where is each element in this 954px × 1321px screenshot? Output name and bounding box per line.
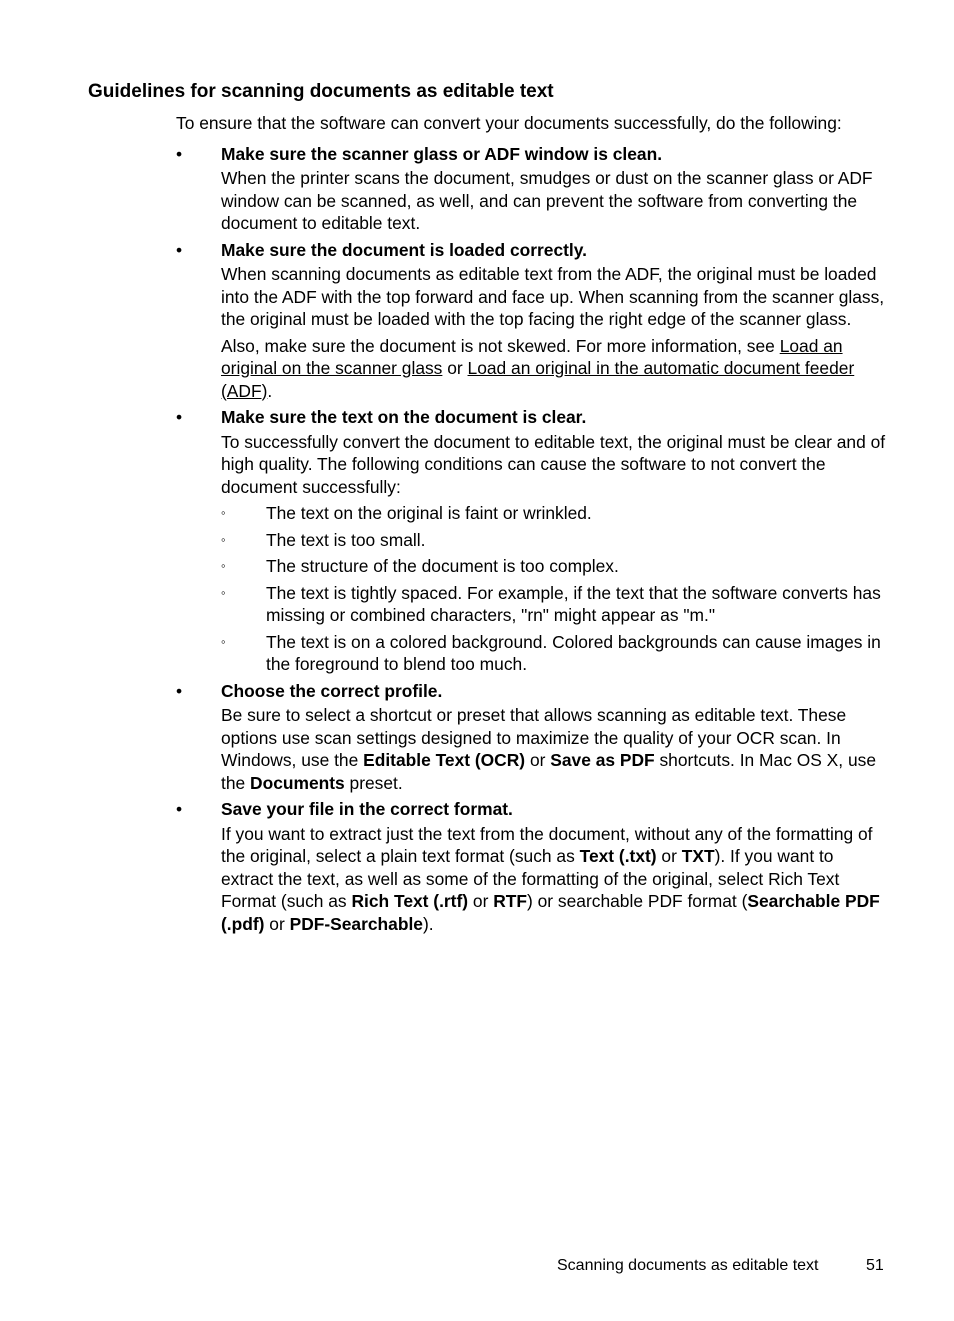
sub-list-item (221, 502, 888, 525)
format-name: RTF (493, 891, 528, 911)
bullet-icon: • (176, 799, 183, 819)
bullet-title: Choose the correct profile. (221, 680, 443, 701)
format-name: Text (.txt) (579, 846, 657, 866)
guidelines-list (176, 143, 888, 936)
list-item-clean-glass (176, 143, 888, 235)
content-body (176, 112, 888, 939)
text-run: preset. (344, 772, 403, 793)
bullet-body (221, 704, 888, 794)
text-run: or (442, 358, 468, 378)
list-item-loaded-correctly (176, 239, 888, 403)
link-load-original-scanner-glass[interactable]: Load an original on the scanner glass (221, 335, 843, 378)
bullet-title: Save your file in the correct format. (221, 799, 513, 819)
sub-list-item (221, 555, 888, 578)
sub-item-text: The text on the original is faint or wrinkled. (266, 503, 592, 523)
text-run: Also, make sure the document is not skewed. For more information, see (221, 335, 780, 356)
bullet-icon: • (176, 407, 183, 427)
text-run: or (525, 750, 551, 770)
sub-bullet-icon: ◦ (221, 584, 226, 600)
bullet-body (221, 823, 888, 936)
sub-bullet-icon: ◦ (221, 558, 226, 573)
format-name: Searchable PDF (.pdf) (221, 891, 880, 934)
text-run: shortcuts. In Mac OS X, use the (221, 750, 876, 793)
text-run: or (468, 891, 494, 911)
text-run: ). If you want to extract the text, as well as some of the formatting of the original, select Rich Text Format (such as (221, 846, 840, 911)
bullet-icon: • (176, 143, 183, 164)
sub-list-item (221, 631, 888, 676)
section-heading: Guidelines for scanning documents as editable text (88, 81, 554, 102)
text-run: Be sure to select a shortcut or preset that allows scanning as editable text. These options use scan settings designed to maximize the quality of your OCR scan. In Windows, use the (221, 705, 847, 770)
shortcut-name: Editable Text (OCR) (363, 750, 526, 770)
text-run: or (656, 846, 682, 866)
text-run: If you want to extract just the text from the document, without any of the formatting of the original, select a plain text format (such as (221, 823, 873, 866)
sub-item-text: The text is too small. (266, 529, 426, 550)
bullet-icon: • (176, 239, 183, 260)
bullet-body: When the printer scans the document, smudges or dust on the scanner glass or ADF window can be scanned, as well, and can prevent the software from converting the document to editable text. (221, 168, 873, 233)
footer-section-title: Scanning documents as editable text (557, 1257, 819, 1274)
sub-item-text: The text is tightly spaced. For example, if the text that the software converts has missing or combined characters, "rn" might appear as "m." (266, 582, 881, 625)
sub-item-text: The text is on a colored background. Colored backgrounds can cause images in the foreground to blend too much. (266, 631, 881, 674)
text-run: ). (422, 913, 434, 934)
text-run: . (267, 380, 273, 401)
format-name: Rich Text (.rtf) (351, 891, 469, 911)
bullet-body: When scanning documents as editable text from the ADF, the original must be loaded into the ADF with the top forward and face up. When scanning from the scanner glass, the original must be loaded with the top facing the right edge of the scanner glass. (221, 264, 885, 329)
sub-item-text: The structure of the document is too complex. (266, 556, 619, 576)
format-name: PDF-Searchable (289, 913, 423, 934)
sub-list-item (221, 582, 888, 627)
intro-paragraph: To ensure that the software can convert your documents successfully, do the following: (176, 113, 842, 133)
text-run: ) or searchable PDF format ( (527, 891, 748, 911)
shortcut-name: Save as PDF (550, 750, 655, 770)
bullet-title: Make sure the document is loaded correctly. (221, 239, 587, 260)
text-run: or (264, 913, 290, 934)
list-item-text-clear (176, 406, 888, 676)
link-load-original-adf[interactable]: Load an original in the automatic document feeder (ADF) (221, 358, 855, 401)
preset-name: Documents (250, 772, 345, 793)
bullet-body-links (221, 335, 888, 403)
sub-list-item (221, 529, 888, 552)
bullet-body: To successfully convert the document to editable text, the original must be clear and of high quality. The following conditions can cause the software to not convert the document successfully: (221, 431, 886, 497)
list-item-correct-profile (176, 680, 888, 795)
conditions-list (221, 502, 888, 676)
bullet-icon: • (176, 680, 183, 701)
format-name: TXT (681, 846, 715, 866)
sub-bullet-icon: ◦ (221, 505, 226, 520)
sub-bullet-icon: ◦ (221, 633, 226, 649)
page-number: 51 (866, 1257, 884, 1274)
bullet-title: Make sure the scanner glass or ADF window is clean. (221, 143, 663, 164)
bullet-title: Make sure the text on the document is clear. (221, 407, 587, 427)
list-item-correct-format (176, 798, 888, 935)
sub-bullet-icon: ◦ (221, 531, 226, 547)
